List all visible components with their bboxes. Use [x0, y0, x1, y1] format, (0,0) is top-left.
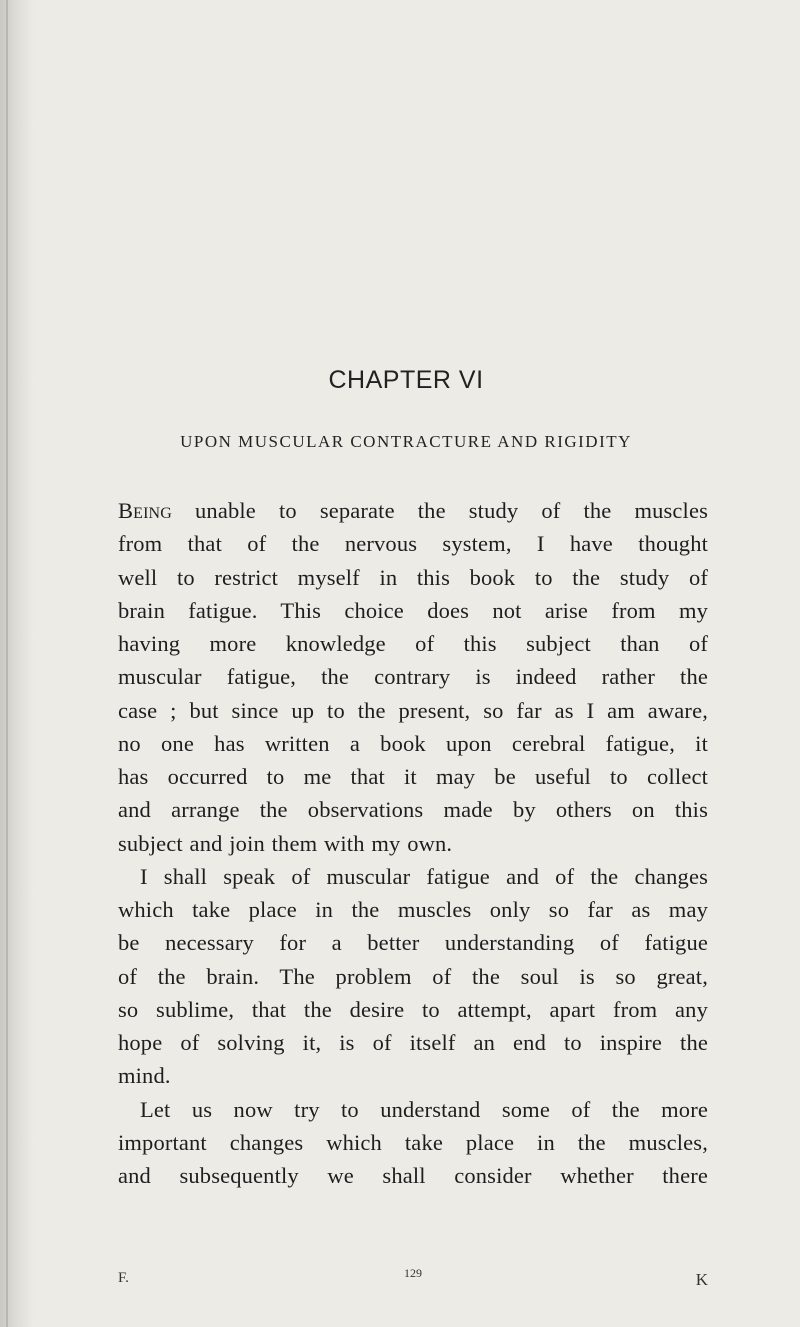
text-line-3: well to restrict myself in this book to the study of	[118, 564, 708, 590]
signature-mark-left: F.	[118, 1270, 129, 1286]
text-line-12: I shall speak of muscular fatigue and of the changes	[140, 863, 708, 889]
text-line-16: so sublime, that the desire to attempt, apart from any	[118, 996, 708, 1022]
page-number: 129	[404, 1266, 422, 1280]
body-text	[118, 494, 708, 1192]
text-line-7: case ; but since up to the present, so far as I am aware,	[118, 697, 708, 723]
text-line-13: which take place in the muscles only so far as may	[118, 897, 708, 922]
text-line-8: no one has written a book upon cerebral fatigue, it	[118, 730, 708, 756]
chapter-title: CHAPTER VI	[328, 366, 484, 394]
text-line-11: subject and join them with my own.	[118, 830, 453, 856]
text-line-14: be necessary for a better understanding of fatigue	[118, 930, 708, 956]
text-line-17: hope of solving it, is of itself an end to inspire the	[118, 1030, 708, 1055]
text-line-1	[118, 494, 708, 527]
text-line-9: has occurred to me that it may be useful to collect	[118, 764, 708, 789]
text-line-4: brain fatigue. This choice does not arise from my	[118, 597, 708, 623]
text-line-19: Let us now try to understand some of the more	[140, 1096, 708, 1122]
text-line-6: muscular fatigue, the contrary is indeed rather the	[118, 664, 708, 690]
text-line-1-rest: unable to separate the study of the muscles	[171, 498, 708, 523]
text-line-20: important changes which take place in the muscles,	[118, 1129, 708, 1155]
lead-word: Being	[118, 498, 172, 523]
text-line-21: and subsequently we shall consider whether there	[118, 1163, 708, 1188]
text-line-18: mind.	[118, 1063, 171, 1089]
text-line-5: having more knowledge of this subject than of	[118, 631, 708, 656]
chapter-subtitle: UPON MUSCULAR CONTRACTURE AND RIGIDITY	[180, 432, 632, 451]
page-footer	[118, 1266, 708, 1290]
text-line-15: of the brain. The problem of the soul is so great,	[118, 963, 708, 989]
book-page	[96, 0, 716, 1327]
gutter-edge-line	[6, 0, 8, 1327]
signature-mark-right: K	[695, 1270, 708, 1289]
text-line-2: from that of the nervous system, I have thought	[118, 531, 708, 557]
text-line-10: and arrange the observations made by others on this	[118, 797, 708, 823]
